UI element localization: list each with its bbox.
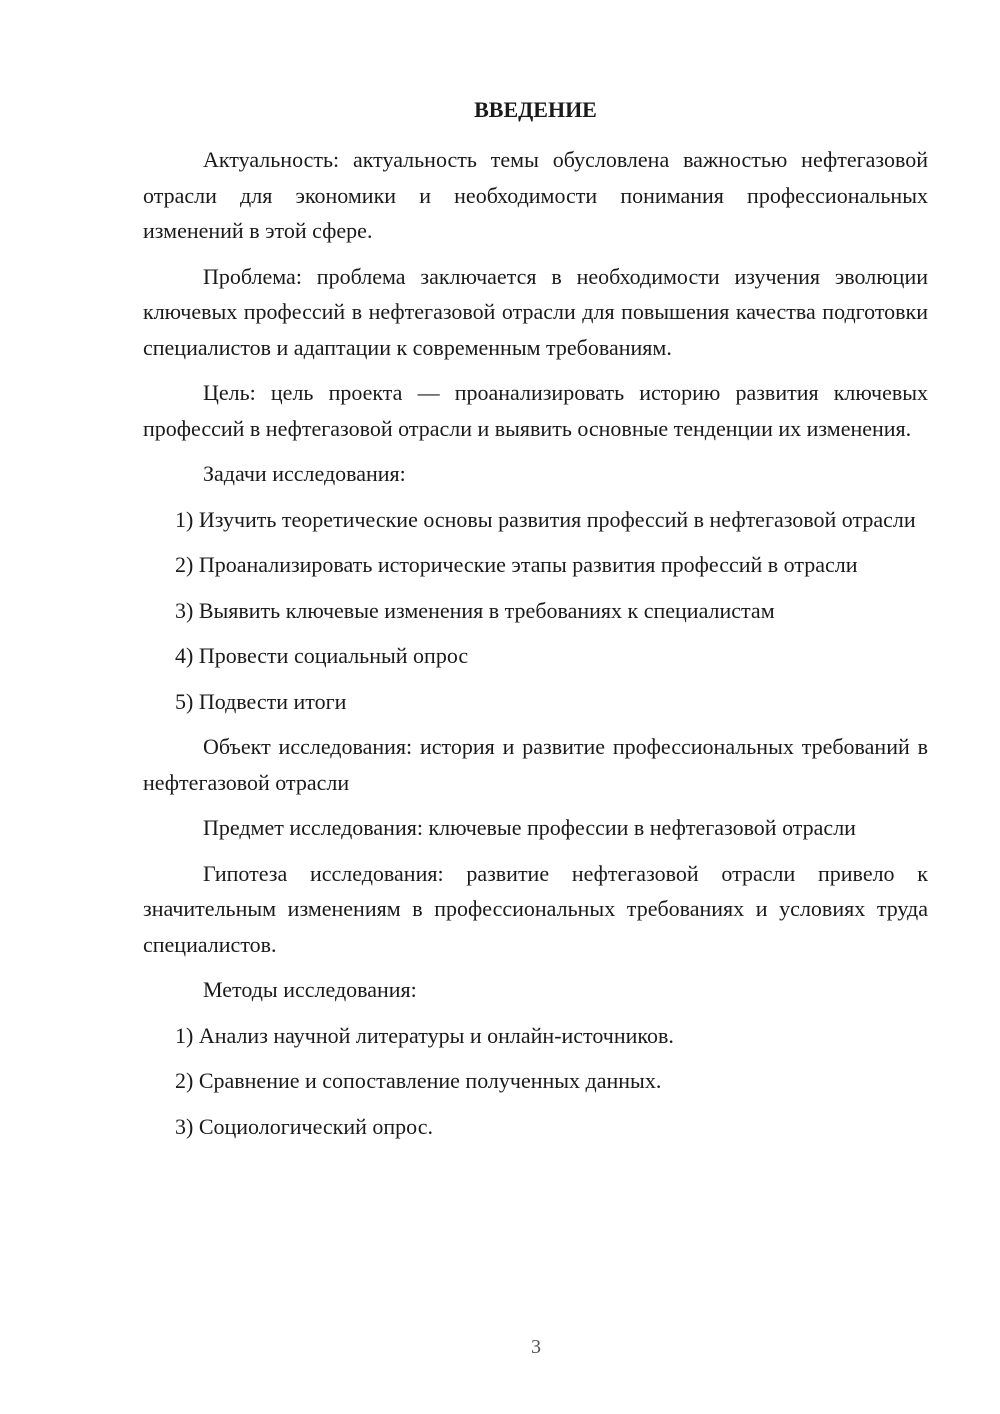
task-item: 5) Подвести итоги: [175, 688, 347, 714]
method-item: 3) Социологический опрос.: [175, 1113, 433, 1139]
goal-paragraph: Цель: цель проекта — проанализировать историю развития ключевых профессий в нефтегазовой отрасли и выявить основные тенденции их изменения.: [143, 380, 928, 441]
object-paragraph: Объект исследования: история и развитие профессиональных требований в нефтегазовой отрасли: [143, 734, 928, 795]
tasks-heading: Задачи исследования:: [203, 461, 406, 486]
relevance-paragraph: Актуальность: актуальность темы обусловлена важностью нефтегазовой отрасли для экономики и необходимости понимания профессиональных изменений в этой сфере.: [143, 147, 928, 243]
methods-heading: Методы исследования:: [203, 977, 417, 1002]
task-item: 2) Проанализировать исторические этапы развития профессий в отрасли: [175, 552, 858, 577]
hypothesis-paragraph: Гипотеза исследования: развитие нефтегазовой отрасли привело к значительным изменениям в профессиональных требованиях и условиях труда специалистов.: [143, 860, 928, 957]
method-item: 1) Анализ научной литературы и онлайн-источников.: [175, 1022, 674, 1048]
page-number: 3: [531, 1336, 541, 1358]
subject-paragraph: Предмет исследования: ключевые профессии в нефтегазовой отрасли: [203, 815, 856, 840]
task-item: 4) Провести социальный опрос: [175, 643, 469, 668]
document-body: [143, 142, 928, 1154]
task-item: 3) Выявить ключевые изменения в требованиях к специалистам: [175, 597, 775, 623]
task-item: 1) Изучить теоретические основы развития профессий в нефтегазовой отрасли: [175, 506, 916, 532]
page-title: ВВЕДЕНИЕ: [474, 97, 597, 122]
method-item: 2) Сравнение и сопоставление полученных данных.: [175, 1068, 662, 1093]
problem-paragraph: Проблема: проблема заключается в необходимости изучения эволюции ключевых профессий в нефтегазовой отрасли для повышения качества подготовки специалистов и адаптации к современным требованиям.: [143, 263, 928, 360]
